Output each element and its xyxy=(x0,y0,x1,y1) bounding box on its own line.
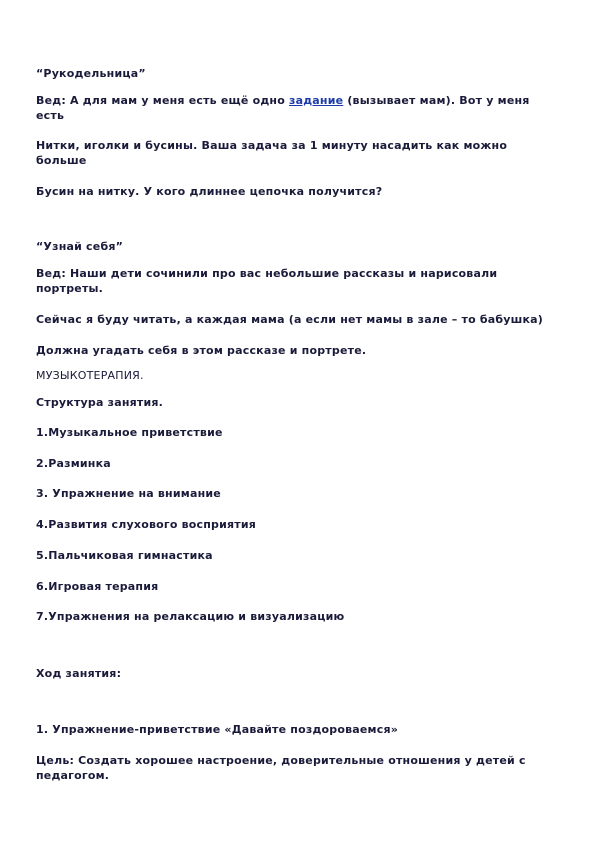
structure-item: 1.Музыкальное приветствие xyxy=(36,426,223,439)
exercise-title: 1. Упражнение-приветствие «Давайте поздороваемся» xyxy=(36,723,399,736)
structure-item: 4.Развития слухового восприятия xyxy=(36,518,257,531)
musicotherapy-heading: МУЗЫКОТЕРАПИЯ. xyxy=(36,369,144,382)
structure-label: Структура занятия. xyxy=(36,396,164,409)
structure-item: 2.Разминка xyxy=(36,457,111,470)
section-title-rukodelnitsa: “Рукодельница” xyxy=(36,67,146,80)
section-title-uznai-sebya: “Узнай себя” xyxy=(36,240,124,253)
paragraph-rukodelnitsa-question: Бусин на нитку. У кого длиннее цепочка получится? xyxy=(36,185,383,198)
structure-item: 5.Пальчиковая гимнастика xyxy=(36,549,213,562)
paragraph-rukodelnitsa-intro xyxy=(36,93,556,123)
structure-item: 7.Упражнения на релаксацию и визуализацию xyxy=(36,610,345,623)
paragraph-uznai-guess: Должна угадать себя в этом рассказе и портрете. xyxy=(36,344,367,357)
task-link[interactable]: задание xyxy=(289,94,344,107)
exercise-goal: Цель: Создать хорошее настроение, доверительные отношения у детей с педагогом. xyxy=(36,754,526,782)
paragraph-uznai-intro: Вед: Наши дети сочинили про вас небольшие рассказы и нарисовали портреты. xyxy=(36,267,498,295)
course-label: Ход занятия: xyxy=(36,667,122,680)
paragraph-rukodelnitsa-task: Нитки, иголки и бусины. Ваша задача за 1 минуту насадить как можно больше xyxy=(36,139,508,167)
structure-item: 6.Игровая терапия xyxy=(36,580,159,593)
structure-item: 3. Упражнение на внимание xyxy=(36,487,221,500)
paragraph-text: Вед: А для мам у меня есть ещё одно xyxy=(36,94,289,107)
paragraph-text: (вызывает мам). Вот у меня есть xyxy=(36,94,530,122)
paragraph-uznai-reading: Сейчас я буду читать, а каждая мама (а если нет мамы в зале – то бабушка) xyxy=(36,313,544,326)
